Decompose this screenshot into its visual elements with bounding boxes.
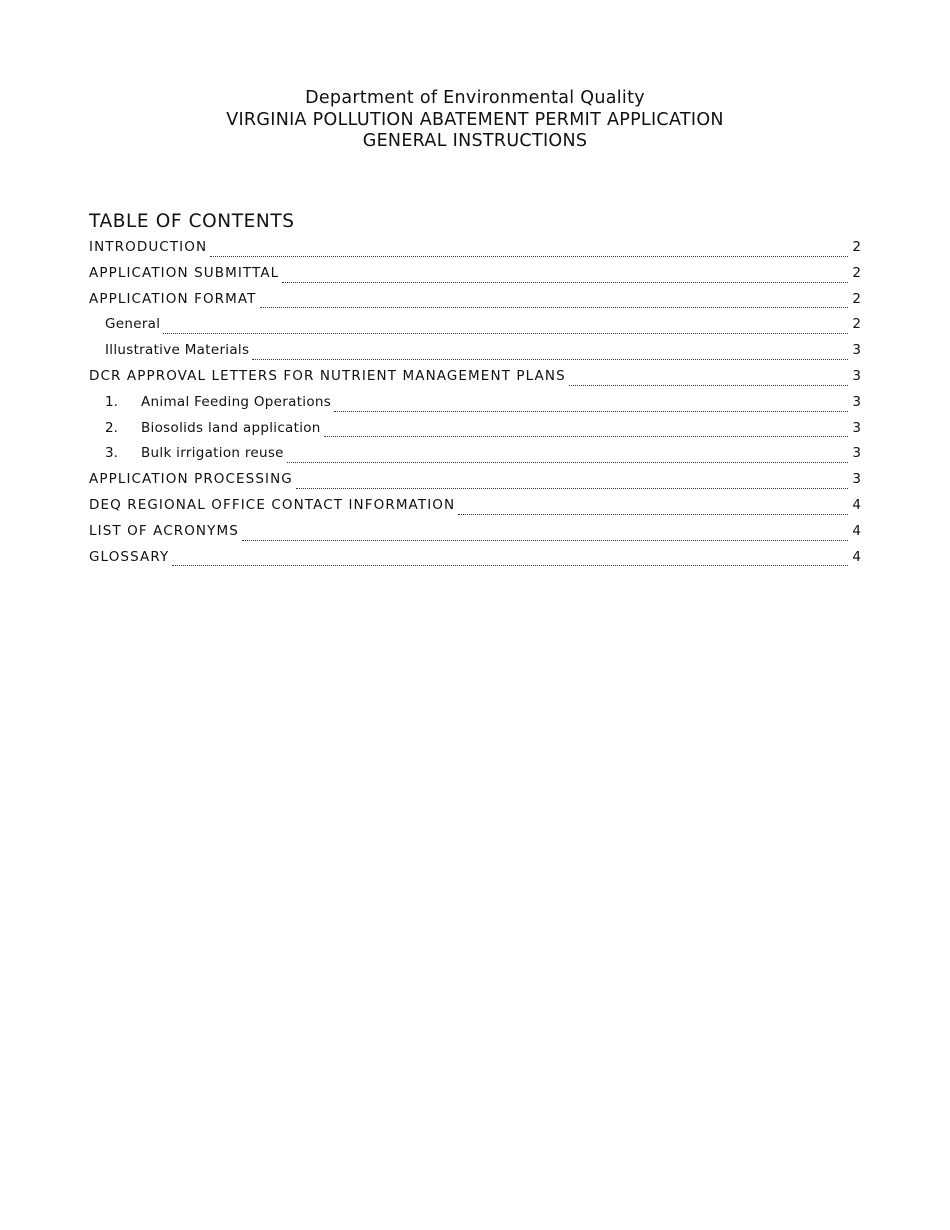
toc-entry-label: GLOSSARY [89,548,170,565]
document-title: VIRGINIA POLLUTION ABATEMENT PERMIT APPLICATION [226,109,724,130]
dot-leader [260,307,848,308]
toc-entry-deq-regional-office[interactable] [89,493,861,519]
toc-entry-number: 1. [105,393,118,410]
toc-entry-page: 3 [852,445,861,462]
toc-entry-application-submittal[interactable] [89,261,861,287]
toc-entry-label: LIST OF ACRONYMS [89,522,239,539]
dot-leader [324,436,848,437]
toc-entry-illustrative-materials[interactable] [89,338,861,364]
toc-entry-page: 4 [852,496,861,513]
toc-entry-number: 3. [105,445,118,462]
toc-entry-page: 3 [852,419,861,436]
dot-leader [334,411,848,412]
dot-leader [210,256,848,257]
toc-entry-label: APPLICATION PROCESSING [89,471,293,488]
toc-entry-page: 4 [852,522,861,539]
toc-entry-page: 3 [852,471,861,488]
toc-entry-page: 2 [852,264,861,281]
toc-entry-label: APPLICATION FORMAT [89,290,257,307]
toc-entry-application-processing[interactable] [89,467,861,493]
dot-leader [163,333,848,334]
toc-entry-bulk-irrigation-reuse[interactable] [89,441,861,467]
document-subtitle: GENERAL INSTRUCTIONS [362,131,588,151]
toc-entry-label: Illustrative Materials [105,342,250,359]
toc-entry-animal-feeding-operations[interactable] [89,390,861,416]
toc-entry-general[interactable] [89,312,861,338]
toc-title: TABLE OF CONTENTS [89,211,295,232]
toc-entry-page: 2 [852,290,861,307]
dot-leader [242,540,848,541]
dot-leader [458,514,848,515]
toc-entry-label: DCR APPROVAL LETTERS FOR NUTRIENT MANAGEMENT PLANS [89,367,566,384]
toc-entry-label: Animal Feeding Operations [141,393,332,410]
dot-leader [252,359,848,360]
toc-entry-page: 2 [852,316,861,333]
toc-entry-dcr-approval-letters[interactable] [89,364,861,390]
toc-entry-number: 2. [105,419,118,436]
toc-entry-label: Biosolids land application [141,419,321,436]
table-of-contents [89,210,861,570]
toc-entry-introduction[interactable] [89,235,861,261]
toc-entry-page: 3 [852,342,861,359]
toc-entry-list-of-acronyms[interactable] [89,519,861,545]
dot-leader [282,282,848,283]
toc-entry-label: INTRODUCTION [89,239,208,255]
dot-leader [287,462,848,463]
toc-entry-label: Bulk irrigation reuse [141,445,284,462]
toc-entry-label: DEQ REGIONAL OFFICE CONTACT INFORMATION [89,496,456,513]
toc-entry-application-format[interactable] [89,287,861,313]
dot-leader [172,565,848,566]
toc-entry-label: APPLICATION SUBMITTAL [89,264,280,281]
toc-entry-glossary[interactable] [89,545,861,571]
dot-leader [296,488,848,489]
toc-entry-biosolids-land-application[interactable] [89,416,861,442]
toc-entry-page: 3 [852,393,861,410]
toc-entry-label: General [105,316,161,333]
toc-entry-page: 4 [852,548,861,565]
dot-leader [569,385,848,386]
toc-entry-page: 3 [852,367,861,384]
document-header [0,88,950,153]
toc-entry-page: 2 [852,239,861,255]
department-name: Department of Environmental Quality [305,88,645,108]
